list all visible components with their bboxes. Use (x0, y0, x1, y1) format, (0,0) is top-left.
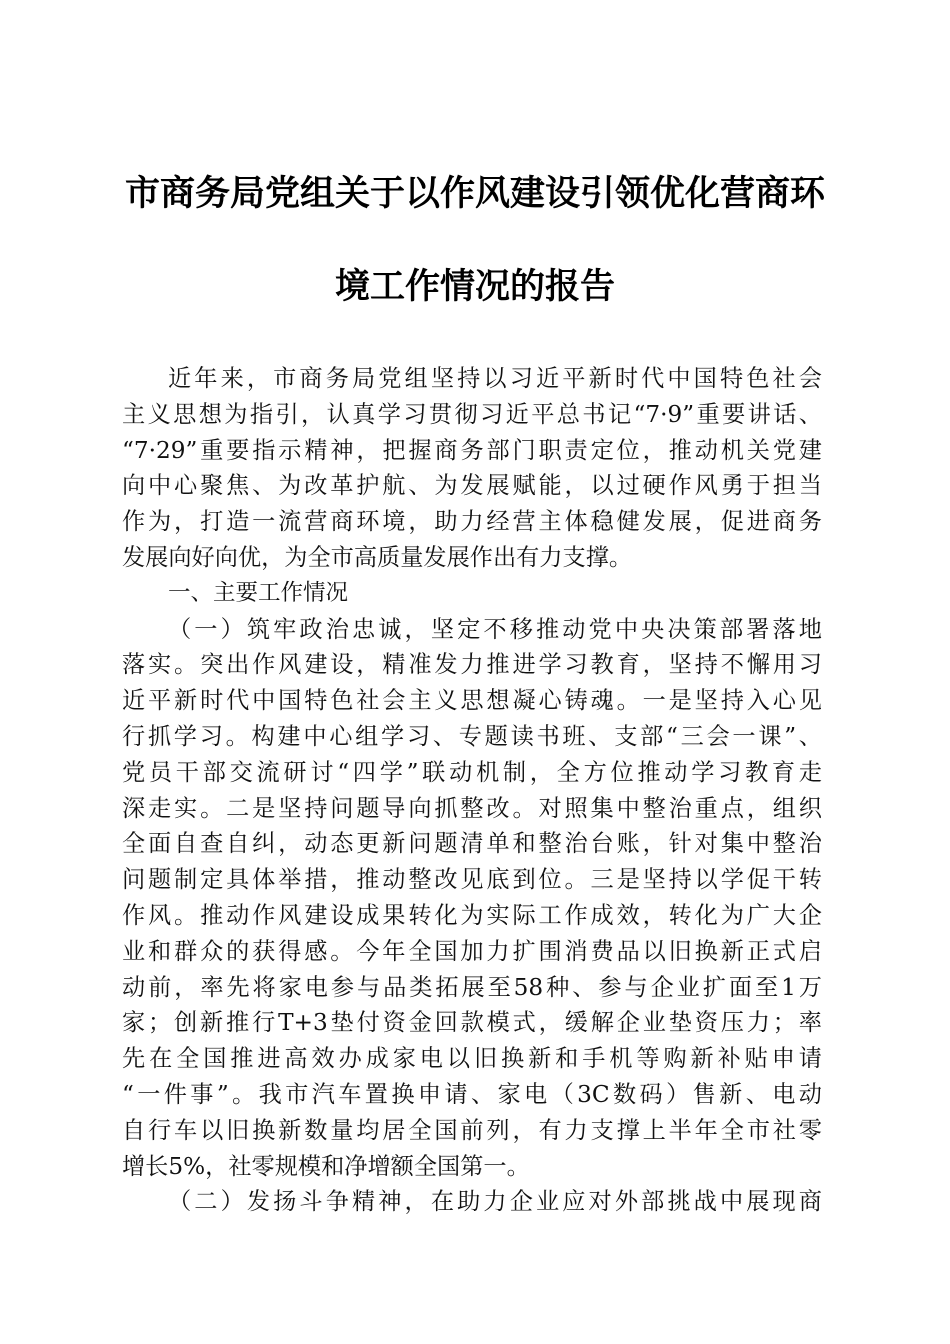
paragraph-line: 家；创新推行T+3垫付资金回款模式，缓解企业垫资压力；率 (122, 1009, 822, 1037)
paragraph-line: 党员干部交流研讨“四学”联动机制，全方位推动学习教育走 (122, 758, 822, 786)
paragraph-line: 问题制定具体举措，推动整改见底到位。三是坚持以学促干转 (122, 866, 822, 894)
document-title-line-2: 境工作情况的报告 (334, 266, 615, 307)
paragraph-line: 业和群众的获得感。今年全国加力扩围消费品以旧换新正式启 (122, 937, 822, 965)
paragraph-line: （一）筑牢政治忠诚，坚定不移推动党中央决策部署落地 (168, 615, 822, 643)
paragraph-line: （二）发扬斗争精神，在助力企业应对外部挑战中展现商 (168, 1188, 822, 1216)
paragraph-line: 作为，打造一流营商环境，助力经营主体稳健发展，促进商务 (122, 508, 822, 536)
document-body (122, 361, 822, 1220)
paragraph-line: 作风。推动作风建设成果转化为实际工作成效，转化为广大企 (122, 901, 822, 929)
paragraph-line: 行抓学习。构建中心组学习、专题读书班、支部“三会一课”、 (122, 722, 822, 750)
paragraph-line: 发展向好向优，为全市高质量发展作出有力支撑。 (122, 543, 633, 571)
paragraph-line: 近年来，市商务局党组坚持以习近平新时代中国特色社会 (168, 365, 822, 392)
paragraph-line: 向中心聚焦、为改革护航、为发展赋能，以过硬作风勇于担当 (122, 472, 822, 500)
paragraph-line: “一件事”。我市汽车置换申请、家电（3C数码）售新、电动 (122, 1080, 822, 1108)
paragraph-line: 深走实。二是坚持问题导向抓整改。对照集中整治重点，组织 (122, 794, 822, 822)
paragraph-line: “7·29”重要指示精神，把握商务部门职责定位，推动机关党建 (122, 436, 822, 464)
paragraph-line: 全面自查自纠，动态更新问题清单和整治台账，针对集中整治 (122, 830, 822, 858)
paragraph-line: 近平新时代中国特色社会主义思想凝心铸魂。一是坚持入心见 (122, 687, 822, 715)
paragraph-line: 动前，率先将家电参与品类拓展至58种、参与企业扩面至1万 (122, 973, 822, 1001)
paragraph-line: 增长5%，社零规模和净增额全国第一。 (122, 1152, 530, 1180)
document-title-line-1: 市商务局党组关于以作风建设引领优化营商环 (124, 173, 825, 214)
paragraph-line: 自行车以旧换新数量均居全国前列，有力支撑上半年全市社零 (122, 1116, 822, 1144)
section-heading: 一、主要工作情况 (168, 579, 349, 606)
paragraph-line: 先在全国推进高效办成家电以旧换新和手机等购新补贴申请 (122, 1045, 822, 1073)
paragraph-line: 落实。突出作风建设，精准发力推进学习教育，坚持不懈用习 (122, 651, 822, 679)
paragraph-line: 主义思想为指引，认真学习贯彻习近平总书记“7·9”重要讲话、 (122, 400, 822, 428)
